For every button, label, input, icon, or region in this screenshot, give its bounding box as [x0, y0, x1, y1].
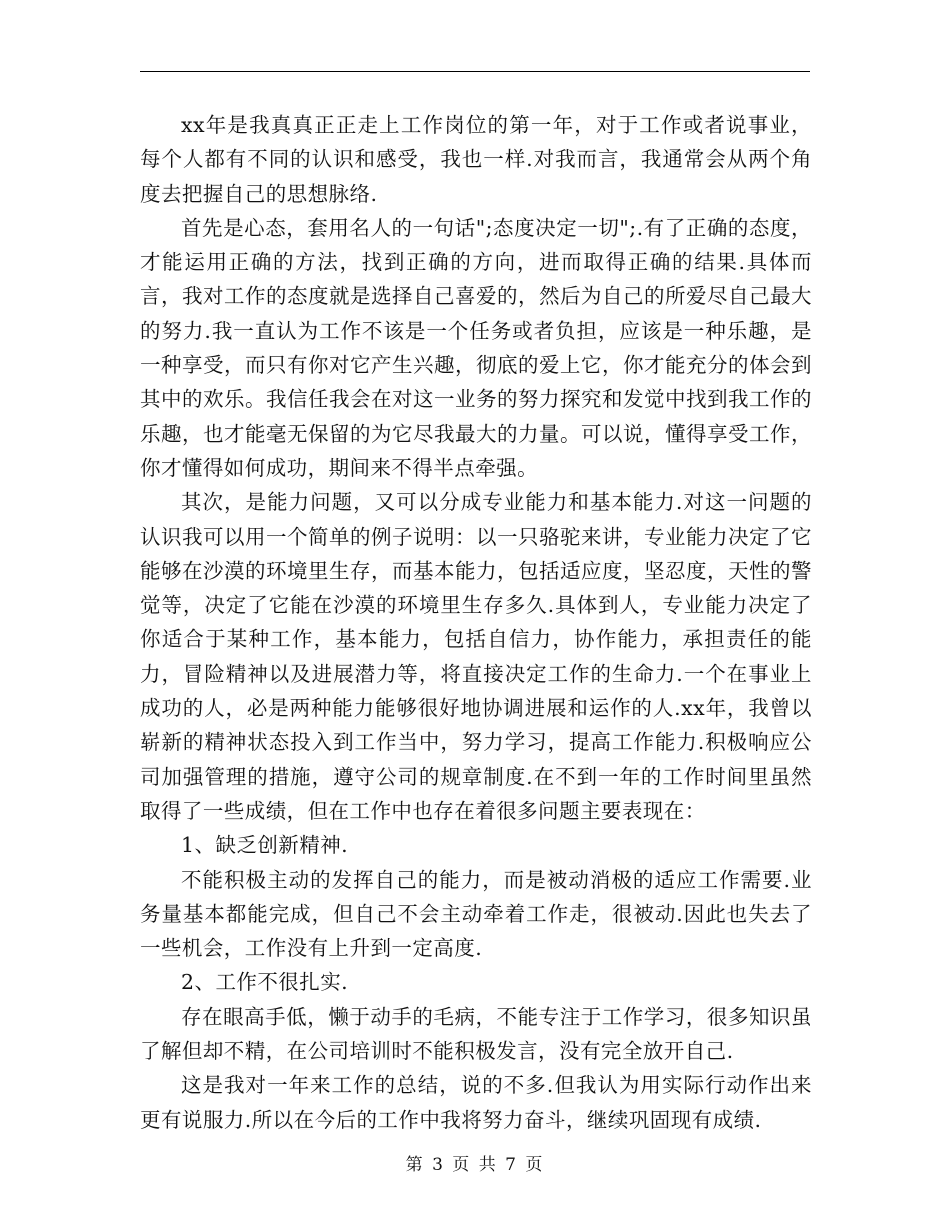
paragraph: 其次，是能力问题，又可以分成专业能力和基本能力.对这一问题的认识我可以用一个简单的例子说明：以一只骆驼来讲，专业能力决定了它能够在沙漠的环境里生存，而基本能力，包括适应度，坚忍度，天性的警觉等，决定了它能在沙漠的环境里生存多久.具体到人，专业能力决定了你适合于某种工作，基本能力，包括自信力，协作能力，承担责任的能力，冒险精神以及进展潜力等，将直接决定工作的生命力.一个在事业上成功的人，必是两种能力能够很好地协调进展和运作的人.xx年，我曾以崭新的精神状态投入到工作当中，努力学习，提高工作能力.积极响应公司加强管理的措施，遵守公司的规章制度.在不到一年的工作时间里虽然取得了一些成绩，但在工作中也存在着很多问题主要表现在：	[140, 490, 812, 823]
header-rule	[140, 71, 810, 72]
page-number: 第 3 页 共 7 页	[405, 1155, 545, 1175]
list-heading: 1、缺乏创新精神.	[181, 833, 349, 858]
paragraph: 这是我对一年来工作的总结，说的不多.但我认为用实际行动作出来更有说服力.所以在今后的工作中我将努力奋斗，继续巩固现有成绩.	[140, 1073, 812, 1132]
paragraph: xx年是我真真正正走上工作岗位的第一年，对于工作或者说事业，每个人都有不同的认识和感受，我也一样.对我而言，我通常会从两个角度去把握自己的思想脉络.	[140, 113, 812, 206]
list-heading: 2、工作不很扎实.	[181, 970, 349, 995]
paragraph: 首先是心态，套用名人的一句话";态度决定一切";.有了正确的态度，才能运用正确的方法，找到正确的方向，进而取得正确的结果.具体而言，我对工作的态度就是选择自己喜爱的，然后为自己的所爱尽自己最大的努力.我一直认为工作不该是一个任务或者负担，应该是一种乐趣，是一种享受，而只有你对它产生兴趣，彻底的爱上它，你才能充分的体会到其中的欢乐。我信任我会在对这一业务的努力探究和发觉中找到我工作的乐趣，也才能毫无保留的为它尽我最大的力量。可以说，懂得享受工作，你才懂得如何成功，期间来不得半点牵强。	[140, 215, 812, 480]
paragraph: 存在眼高手低，懒于动手的毛病，不能专注于工作学习，很多知识虽了解但却不精，在公司培训时不能积极发言，没有完全放开自己.	[140, 1004, 812, 1064]
paragraph: 不能积极主动的发挥自己的能力，而是被动消极的适应工作需要.业务量基本都能完成，但自己不会主动牵着工作走，很被动.因此也失去了一些机会，工作没有上升到一定高度.	[140, 867, 812, 961]
body-text	[140, 108, 812, 1137]
